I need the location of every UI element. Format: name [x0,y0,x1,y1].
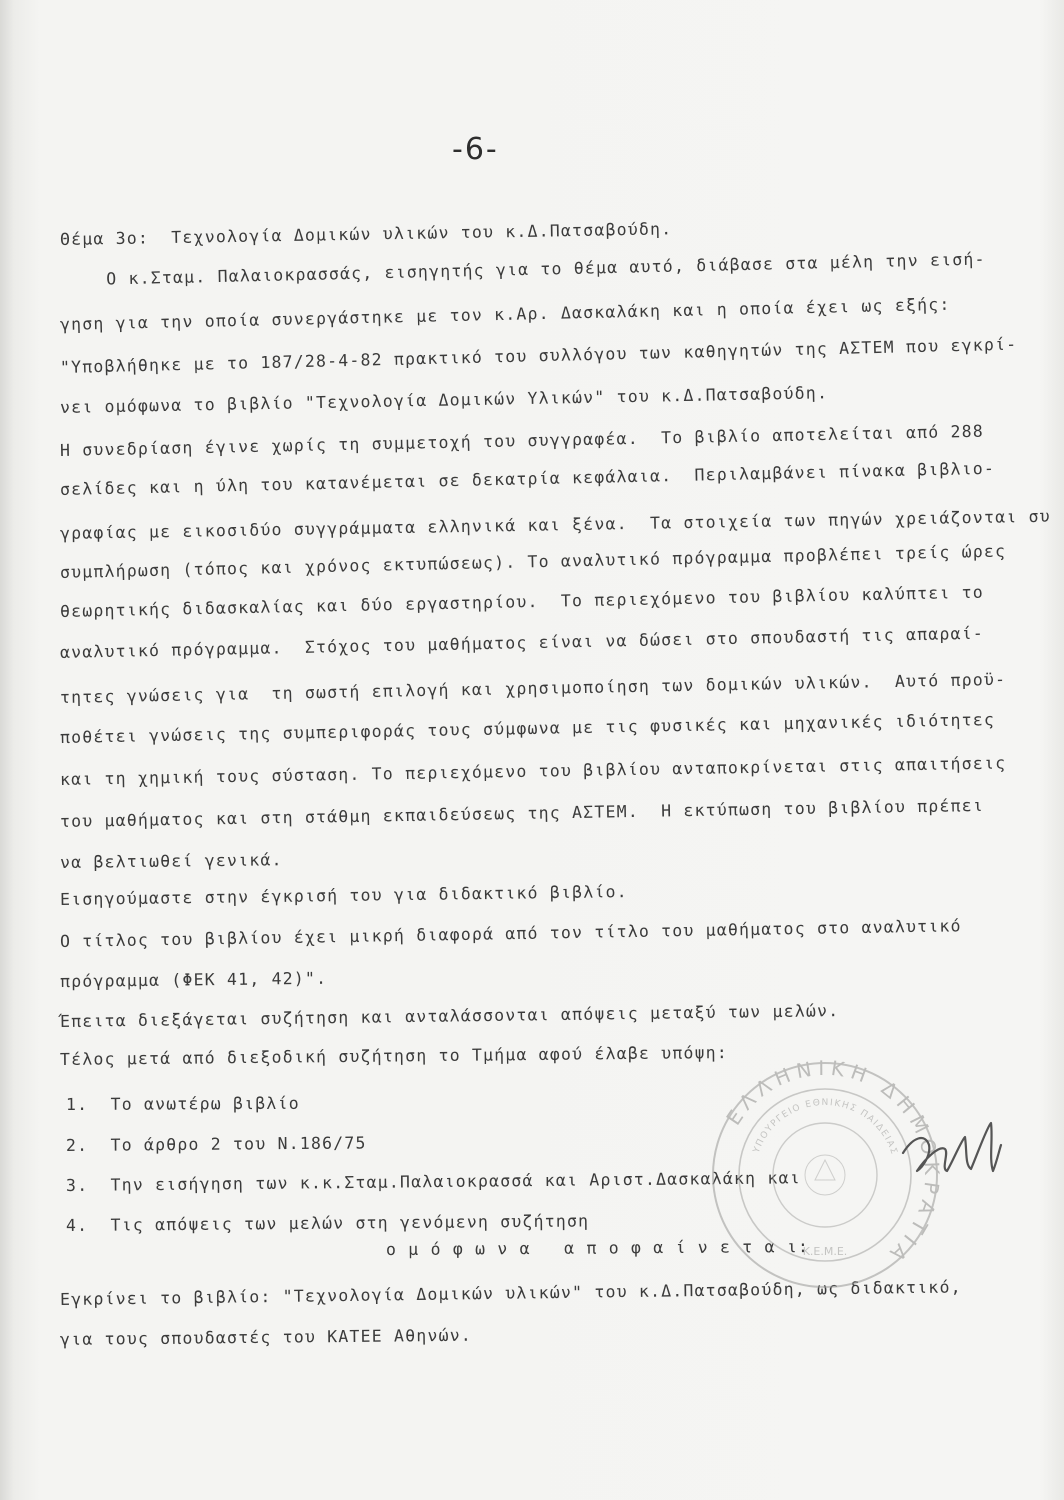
text-line: 1. Το ανωτέρω βιβλίο [65,1093,300,1114]
text-line: Η συνεδρίαση έγινε χωρίς τη συμμετοχή του συγγραφέα. Το βιβλίο αποτελείται από 288 [59,421,985,460]
text-line: να βελτιωθεί γενικά. [59,850,283,872]
text-line: ποθέτει γνώσεις της συμπεριφοράς τους σύμφωνα με τις φυσικές και μηχανικές ιδιότητες [59,710,996,747]
text-line: και τη χημική τους σύσταση. Το περιεχόμενο του βιβλίου ανταποκρίνεται στις απαιτήσεις [59,753,1007,789]
text-line: Έπειτα διεξάγεται συζήτηση και ανταλάσσονται απόψεις μεταξύ των μελών. [59,1001,840,1031]
text-line: 3. Την εισήγηση των κ.κ.Σταμ.Παλαιοκρασσά και Αριστ.Δασκαλάκη και [65,1168,801,1195]
seal-bottom-text: Κ.Ε.Μ.Ε. [802,1245,848,1258]
text-line: Ο τίτλος του βιβλίου έχει μικρή διαφορά από τον τίτλο του μαθήματος στο αναλυτικό [59,916,962,951]
text-line: ο μ ό φ ω ν α α π ο φ α ί ν ε τ α ι: [385,1237,810,1259]
text-line: "Υποβλήθηκε με το 187/28-4-82 πρακτικό του συλλόγου των καθηγητών της ΑΣΤΕΜ που εγκρί- [59,334,1018,377]
text-line: γηση για την οποία συνεργάστηκε με τον κ.Αρ. Δασκαλάκη και η οποία έχει ως εξής: [59,294,951,334]
text-line: πρόγραμμα (ΦΕΚ 41, 42)". [59,968,328,991]
text-line: Εγκρίνει το βιβλίο: "Τεχνολογία Δομικών υλικών" του κ.Δ.Πατσαβούδη, ως διδακτικό, [59,1277,962,1309]
page-number: -6- [452,132,499,167]
text-line: 4. Τις απόψεις των μελών στη γενόμενη συζήτηση [65,1211,590,1235]
seal-inner-text: ΥΠΟΥΡΓΕΙΟ ΕΘΝΙΚΗΣ ΠΑΙΔΕΙΑΣ [751,1097,899,1157]
signature-icon [895,1115,1005,1185]
text-line: συμπλήρωση (τόπος και χρόνος εκτυπώσεως). Το αναλυτικό πρόγραμμα προβλέπει τρείς ώρες [59,541,1007,582]
text-line: Θέμα 3ο: Τεχνολογία Δομικών υλικών του κ.Δ.Πατσαβούδη. [59,219,673,249]
text-line: Τέλος μετά από διεξοδική συζήτηση το Τμήμα αφού έλαβε υπόψη: [59,1043,729,1069]
text-line: γραφίας με εικοσιδύο συγγράμματα ελληνικά και ξένα. Τα στοιχεία των πηγών χρειάζονται συ [59,506,1051,543]
text-line: του μαθήματος και στη στάθμη εκπαιδεύσεως της ΑΣΤΕΜ. Η εκτύπωση του βιβλίου πρέπει [59,795,985,831]
text-line: θεωρητικής διδασκαλίας και δύο εργαστηρίου. Το περιεχόμενο του βιβλίου καλύπτει το [59,582,985,621]
text-line: σελίδες και η ύλη του κατανέμεται σε δεκατρία κεφάλαια. Περιλαμβάνει πίνακα βιβλιο- [59,458,996,499]
text-line: Εισηγούμαστε στην έγκρισή του για διδακτικό βιβλίο. [59,882,628,909]
text-line: νει ομόφωνα το βιβλίο "Τεχνολογία Δομικών Υλικών" του κ.Δ.Πατσαβούδη. [59,383,829,417]
text-line: αναλυτικό πρόγραμμα. Στόχος του μαθήματος είναι να δώσει στο σπουδαστή τις απαραί- [59,623,985,662]
text-line: τητες γνώσεις για τη σωστή επιλογή και χρησιμοποίηση των δομικών υλικών. Αυτό προϋ- [59,669,1007,707]
text-line: 2. Το άρθρο 2 του Ν.186/75 [65,1133,367,1155]
seal-outer-text: ΕΛΛΗΝΙΚΗ ΔΗΜΟΚΡΑΤΙΑ [721,1055,945,1271]
text-line: για τους σπουδαστές του ΚΑΤΕΕ Αθηνών. [59,1325,473,1349]
text-line: Ο κ.Σταμ. Παλαιοκρασσάς, εισηγητής για το θέμα αυτό, διάβασε στα μέλη την εισή- [83,249,986,289]
